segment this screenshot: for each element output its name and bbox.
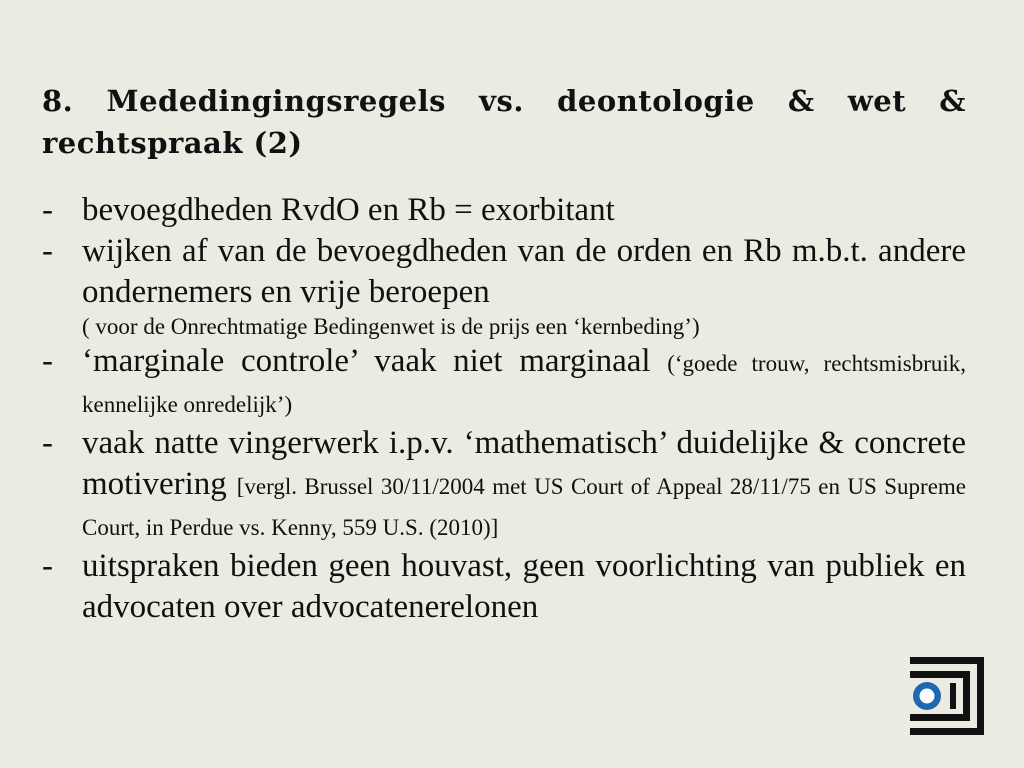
bullet-marker: -: [42, 192, 53, 228]
bullet-text: ‘marginale controle’ vaak niet marginaal: [82, 343, 651, 379]
bullet-text: bevoegdheden RvdO en Rb = exorbitant: [82, 192, 615, 228]
bullet-item: [42, 423, 966, 546]
bullet-item: [42, 546, 966, 628]
bullet-item: [42, 231, 966, 341]
bullet-marker: -: [42, 233, 53, 269]
bullet-marker: -: [42, 425, 53, 461]
slide-title: 8. Mededingingsregels vs. deontologie & wet & rechtspraak (2): [42, 84, 966, 160]
bullet-marker: -: [42, 548, 53, 584]
bullet-item: [42, 341, 966, 423]
bullet-item: [42, 190, 966, 231]
bullet-text: uitspraken bieden geen houvast, geen voorlichting van publiek en advocaten over advocatenerelonen: [82, 548, 966, 625]
bullet-list: [42, 190, 966, 628]
bullet-note: (‘goede trouw, rechtsmisbruik, kennelijke onredelijk’): [82, 351, 967, 417]
bullet-marker: -: [42, 343, 53, 379]
bullet-note: [vergl. Brussel 30/11/2004 met US Court of Appeal 28/11/75 en US Supreme Court, in Perdue vs. Kenny, 559 U.S. (2010)]: [82, 474, 967, 540]
bar-association-logo-icon: [908, 655, 986, 737]
bullet-text: vaak natte vingerwerk i.p.v. ‘mathematisch’ duidelijke & concrete motivering: [82, 425, 966, 502]
bullet-text: wijken af van de bevoegdheden van de orden en Rb m.b.t. andere ondernemers en vrije beroepen: [82, 233, 966, 310]
bullet-note: ( voor de Onrechtmatige Bedingenwet is de prijs een ‘kernbeding’): [82, 314, 700, 339]
